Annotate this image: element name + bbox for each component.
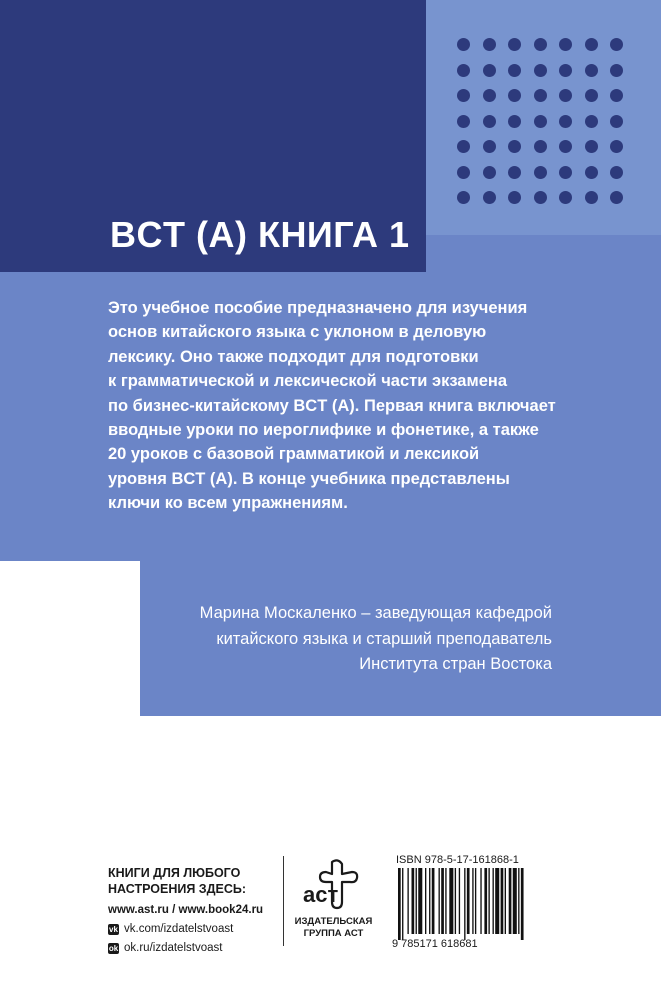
ast-logo-text: аст [302,882,338,907]
author-line: китайского языка и старший преподаватель [216,629,552,648]
barcode-bar [472,868,473,934]
decorative-dot [534,89,547,102]
decorative-dot [483,191,496,204]
barcode-bar [467,868,470,934]
book-description [108,296,578,516]
barcode-bar [509,868,512,934]
decorative-dot [483,140,496,153]
barcode-bar [416,868,417,934]
vk-icon: vk [109,925,118,934]
publisher-name-line: ГРУППА АСТ [303,928,364,939]
footer-divider [283,856,284,946]
barcode-bar [484,868,487,934]
decorative-dot [559,140,572,153]
decorative-dot [610,89,623,102]
decorative-dot [559,38,572,51]
barcode-bar [407,868,408,934]
barcode-bar [475,868,476,934]
publisher-name-line: ИЗДАТЕЛЬСКАЯ [294,916,373,927]
decorative-dot [457,140,470,153]
decorative-dot [483,166,496,179]
decorative-dot [534,191,547,204]
description-line: ключи ко всем упражнениям. [108,494,348,513]
decorative-dot [457,191,470,204]
decorative-dot [559,64,572,77]
decorative-dot [559,191,572,204]
decorative-dot [585,89,598,102]
publisher-name [291,916,376,940]
dot-grid-decoration [457,38,637,218]
decorative-dot [534,64,547,77]
decorative-dot [483,115,496,128]
decorative-dot [610,140,623,153]
vk-link-text: vk.com/izdatelstvoast [124,923,234,935]
author-line: Марина Москаленко – заведующая кафедрой [199,604,552,622]
barcode-digits: 9 785171 618681 [392,938,478,950]
decorative-dot [508,140,521,153]
decorative-dot [483,89,496,102]
decorative-dot [534,38,547,51]
publisher-block [291,858,376,940]
barcode [392,868,570,940]
barcode-bar [518,868,519,934]
barcode-bar [455,868,456,934]
decorative-dot [508,38,521,51]
barcode-bar [432,868,435,934]
decorative-dot [534,166,547,179]
decorative-dot [534,115,547,128]
decorative-dot [508,191,521,204]
decorative-dot [508,115,521,128]
isbn-label: ISBN 978-5-17-161868-1 [396,854,519,866]
barcode-bar [505,868,506,934]
description-line: Это учебное пособие предназначено для изучения [108,299,528,317]
barcode-bar [493,868,494,934]
decorative-dot [508,166,521,179]
decorative-dot [508,89,521,102]
footer-heading [108,865,278,897]
description-line: вводные уроки по иероглифике и фонетике, а также [108,421,539,440]
barcode-bar [439,868,440,934]
decorative-dot [585,115,598,128]
decorative-dot [610,38,623,51]
decorative-dot [610,115,623,128]
barcode-bar [449,868,453,934]
decorative-dot [483,64,496,77]
decorative-dot [585,38,598,51]
barcode-bar [488,868,489,934]
description-line: основ китайского языка с уклоном в деловую [108,323,487,342]
decorative-dot [457,38,470,51]
ok-link[interactable] [108,939,278,958]
ok-link-text: ok.ru/izdatelstvoast [124,942,223,954]
book-title: BCT (A) КНИГА 1 [110,214,410,255]
barcode-bar [495,868,499,934]
barcode-bar [398,868,401,940]
footer-heading-line: НАСТРОЕНИЯ ЗДЕСЬ: [108,882,247,896]
barcode-bar [418,868,422,934]
barcode-bar [464,868,465,940]
footer-links [108,865,278,958]
decorative-dot [457,166,470,179]
barcode-bar [480,868,481,934]
decorative-dot [457,115,470,128]
decorative-dot [559,115,572,128]
description-line: лексику. Оно также подходит для подготовки [108,347,479,366]
barcode-bar [402,868,403,940]
ast-logo-icon [302,858,366,912]
barcode-bar [513,868,517,934]
vk-link[interactable] [108,920,278,939]
decorative-dot [585,166,598,179]
barcode-bar [445,868,446,934]
decorative-dot [508,64,521,77]
decorative-dot [457,64,470,77]
barcode-bar [501,868,504,934]
barcode-bar [521,868,524,940]
decorative-dot [534,140,547,153]
description-line: по бизнес-китайскому BCT (A). Первая книга включает [108,396,556,415]
decorative-dot [585,64,598,77]
decorative-dot [585,191,598,204]
decorative-dot [559,166,572,179]
decorative-dot [559,89,572,102]
barcode-bar [412,868,415,934]
description-line: уровня BCT (A). В конце учебника представлены [108,469,510,488]
decorative-dot [457,89,470,102]
decorative-dot [610,64,623,77]
barcode-bar [425,868,426,934]
barcode-bar [459,868,460,934]
barcode-block [392,854,572,950]
footer-heading-line: КНИГИ ДЛЯ ЛЮБОГО [108,866,241,880]
decorative-dot [585,140,598,153]
barcode-bar [429,868,430,934]
decorative-dot [483,38,496,51]
decorative-dot [610,166,623,179]
ok-icon: ok [108,944,119,953]
decorative-dot [610,191,623,204]
website-links[interactable]: www.ast.ru / www.book24.ru [108,904,264,916]
description-line: 20 уроков с базовой грамматикой и лексикой [108,445,480,464]
description-line: к грамматической и лексической части экзамена [108,372,508,391]
author-bio [150,601,552,678]
barcode-bar [441,868,444,934]
author-line: Института стран Востока [359,655,552,673]
